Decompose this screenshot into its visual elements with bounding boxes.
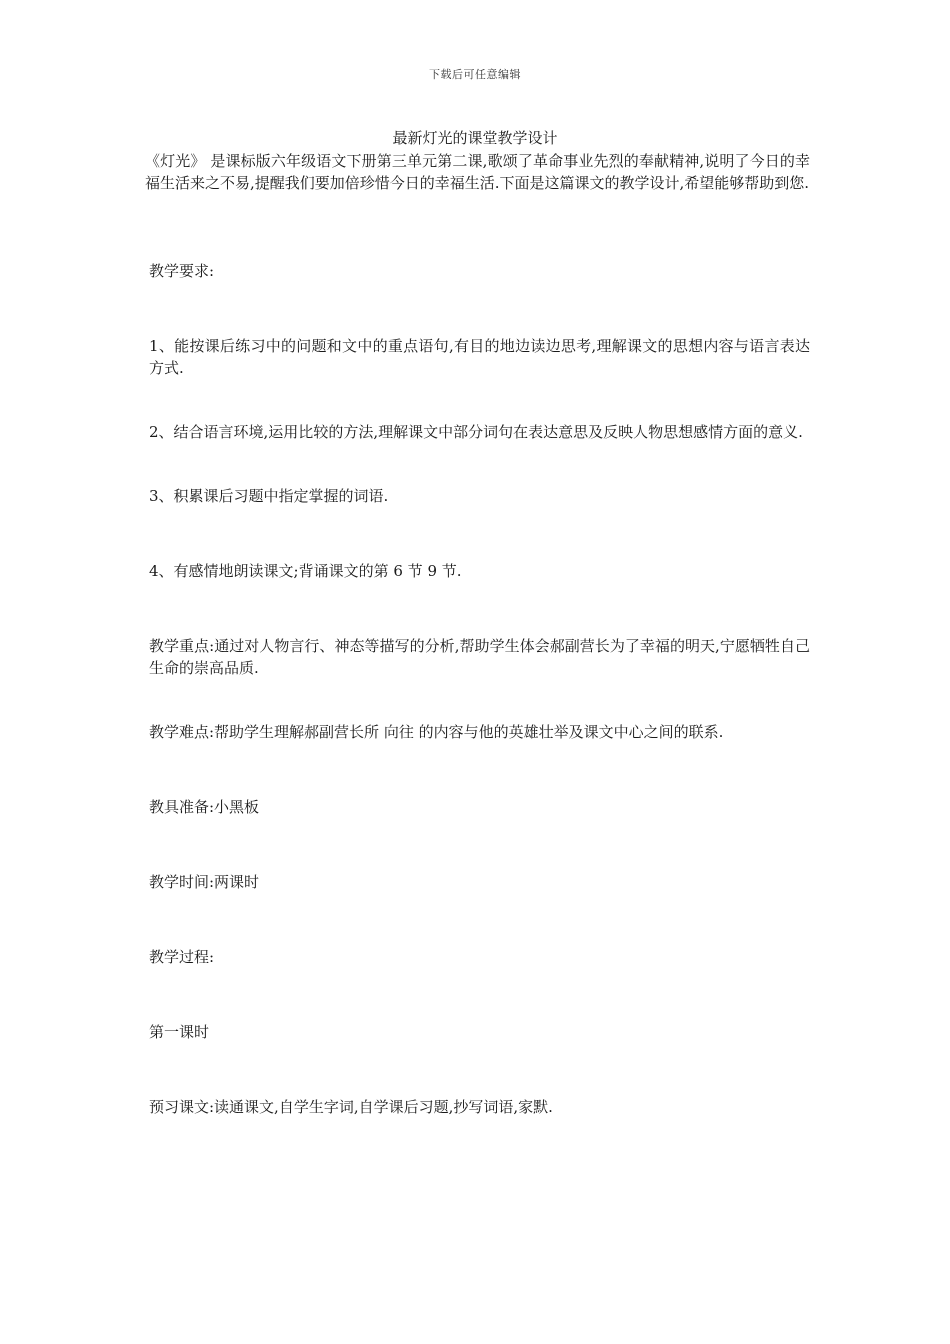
- teaching-process-heading: 教学过程:: [149, 948, 215, 966]
- requirement-2: 2、结合语言环境,运用比较的方法,理解课文中部分词句在表达意思及反映人物思想感情方面的意义.: [149, 423, 803, 441]
- requirement-4: 4、有感情地朗读课文;背诵课文的第 6 节 9 节.: [149, 562, 462, 580]
- requirement-3: 3、积累课后习题中指定掌握的词语.: [149, 487, 389, 505]
- document-title: 最新灯光的课堂教学设计: [392, 129, 558, 147]
- intro-paragraph: 《灯光》 是课标版六年级语文下册第三单元第二课,歌颂了革命事业先烈的奉献精神,说明了今日的幸福生活来之不易,提醒我们要加倍珍惜今日的幸福生活.下面是这篇课文的教学设计,希望能够帮助到您.: [145, 152, 810, 192]
- requirement-1: 1、能按课后练习中的问题和文中的重点语句,有目的地边读边思考,理解课文的思想内容与语言表达方式.: [149, 337, 810, 377]
- header-note: 下载后可任意编辑: [429, 68, 521, 81]
- teaching-time: 教学时间:两课时: [149, 873, 260, 891]
- lesson-one-heading: 第一课时: [149, 1023, 210, 1041]
- requirements-heading: 教学要求:: [149, 262, 215, 280]
- teaching-difficulty: 教学难点:帮助学生理解郝副营长所 向往 的内容与他的英雄壮举及课文中心之间的联系.: [149, 723, 724, 741]
- teaching-tools: 教具准备:小黑板: [149, 798, 260, 816]
- teaching-focus: 教学重点:通过对人物言行、神态等描写的分析,帮助学生体会郝副营长为了幸福的明天,宁愿牺牲自己生命的崇高品质.: [149, 637, 810, 677]
- preview-instructions: 预习课文:读通课文,自学生字词,自学课后习题,抄写词语,家默.: [149, 1098, 553, 1116]
- document-body: [145, 150, 810, 1118]
